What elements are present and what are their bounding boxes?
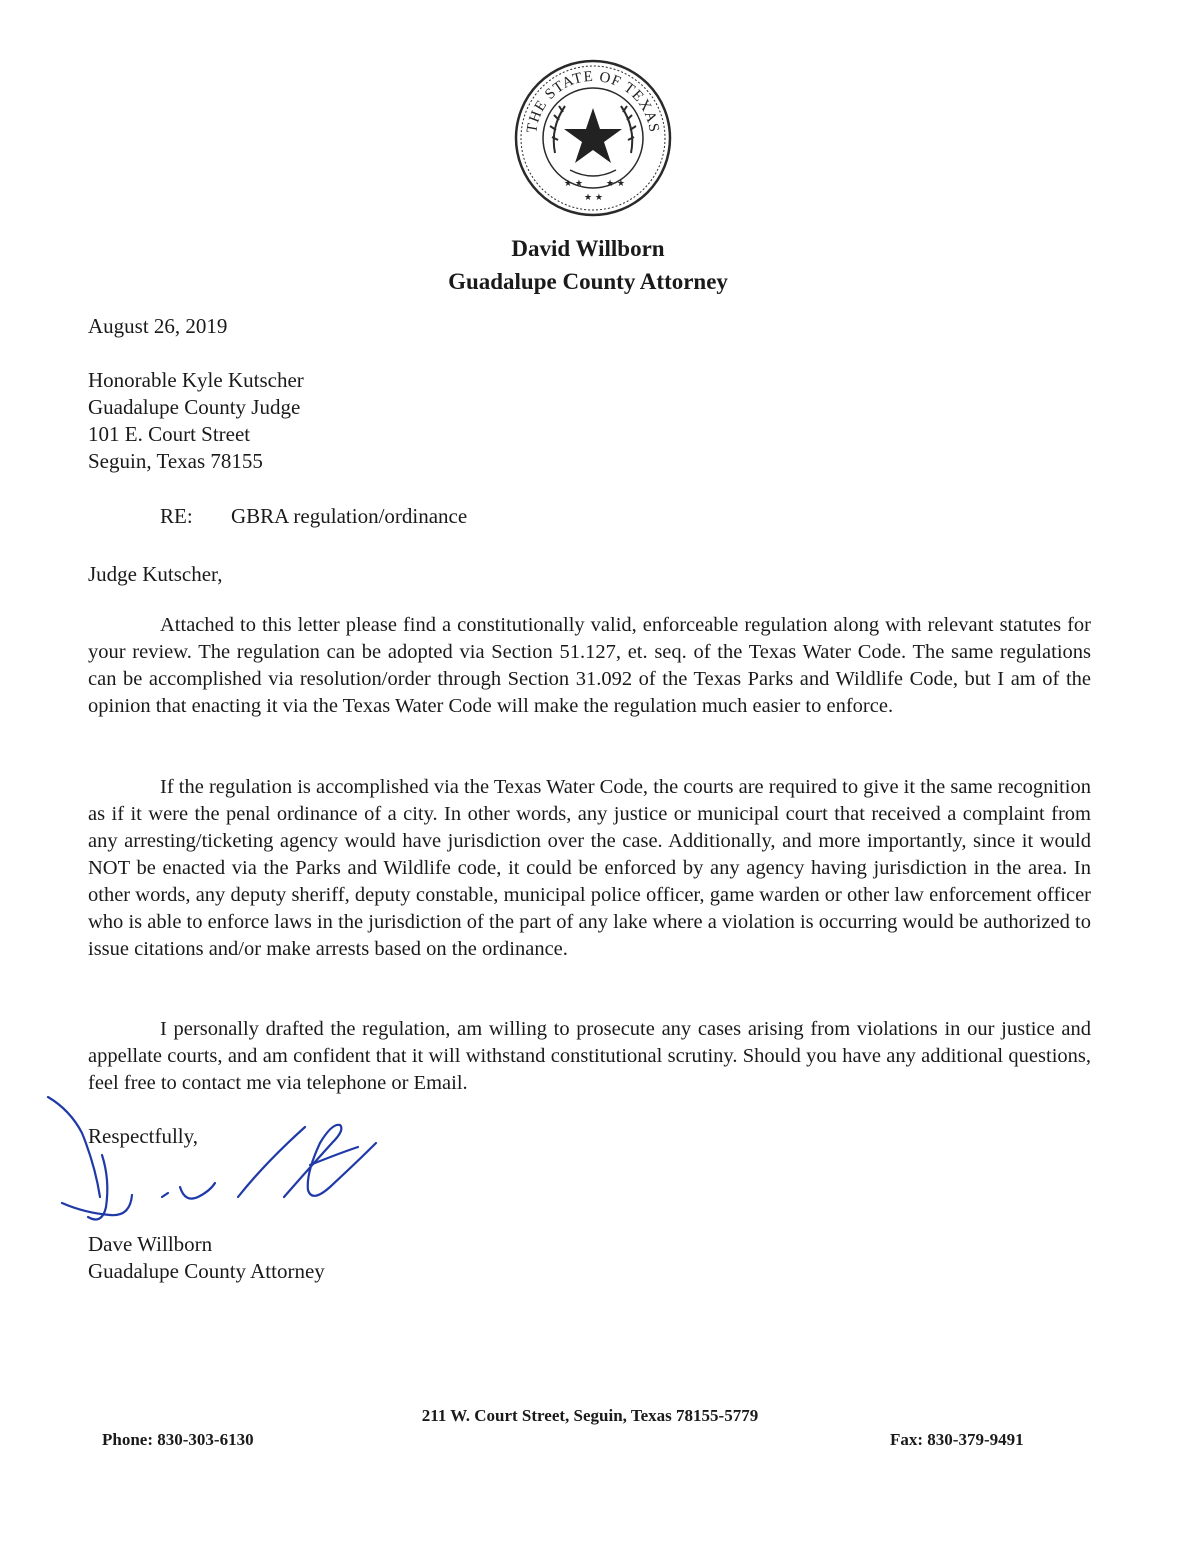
svg-text:★ ★: ★ ★ — [564, 179, 583, 189]
letterhead-title: Guadalupe County Attorney — [448, 269, 728, 294]
svg-text:THE STATE OF TEXAS: THE STATE OF TEXAS — [524, 68, 662, 135]
footer-phone: Phone: 830-303-6130 — [102, 1430, 254, 1449]
letterhead-name: David Willborn — [511, 236, 665, 261]
recipient-address — [88, 367, 304, 475]
recipient-line: Seguin, Texas 78155 — [88, 449, 263, 473]
signer-title: Guadalupe County Attorney — [88, 1259, 325, 1283]
letter-date: August 26, 2019 — [88, 314, 228, 338]
body-paragraph: If the regulation is accomplished via the Texas Water Code, the courts are required to give it the same recognition as if it were the penal ordinance of a city. In other words, any justice or municipal court that received a complaint from any arresting/ticketing agency would have jurisdiction over the case. Additionally, and more importantly, since it would NOT be enacted via the Parks and Wildlife code, it could be enforced by any agency having jurisdiction in the area. In other words, any deputy sheriff, deputy constable, municipal police officer, game warden or other law enforcement officer who is able to enforce laws in the jurisdiction of the part of any lake where a violation is occurring would be authorized to issue citations and/or make arrests based on the ordinance. — [88, 776, 1091, 960]
handwritten-signature — [40, 1085, 400, 1250]
re-subject: GBRA regulation/ordinance — [231, 504, 468, 528]
svg-text:★ ★: ★ ★ — [606, 179, 625, 189]
recipient-line: Honorable Kyle Kutscher — [88, 368, 304, 392]
svg-text:★ ★: ★ ★ — [584, 193, 603, 203]
body-paragraph: Attached to this letter please find a constitutionally valid, enforceable regulation along with relevant statutes for your review. The regulation can be adopted via Section 51.127, et. seq. of the Texas Water Code. The same regulations can be accomplished via resolution/order through Section 31.092 of the Texas Parks and Wildlife Code, but I am of the opinion that enacting it via the Texas Water Code will make the regulation much easier to enforce. — [88, 614, 1091, 717]
footer-address: 211 W. Court Street, Seguin, Texas 78155-5779 — [421, 1406, 759, 1425]
recipient-line: Guadalupe County Judge — [88, 395, 301, 419]
texas-state-seal — [510, 58, 676, 218]
body-paragraph: I personally drafted the regulation, am willing to prosecute any cases arising from violations in our justice and appellate courts, and am confident that it will withstand constitutional scrutiny. Should you have any additional questions, feel free to contact me via telephone or Email. — [88, 1018, 1091, 1094]
closing: Respectfully, — [88, 1124, 199, 1148]
re-label: RE: — [160, 504, 193, 528]
footer-fax: Fax: 830-379-9491 — [890, 1430, 1024, 1449]
recipient-line: 101 E. Court Street — [88, 422, 251, 446]
salutation: Judge Kutscher, — [88, 562, 223, 586]
re-line — [160, 503, 467, 530]
signer-name: Dave Willborn — [88, 1232, 213, 1256]
